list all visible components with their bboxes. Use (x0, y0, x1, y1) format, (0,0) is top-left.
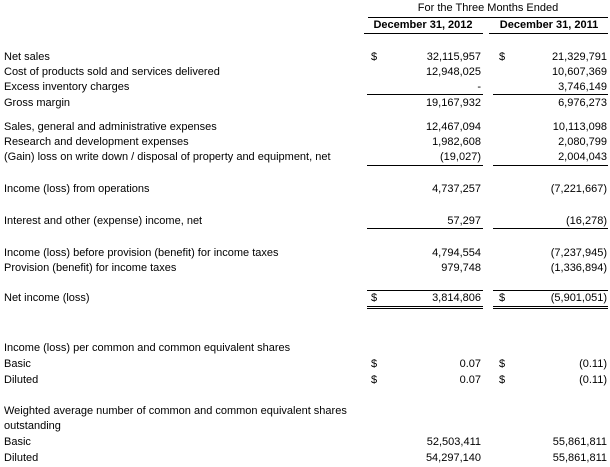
row-label: Excess inventory charges (4, 81, 130, 93)
value-2011: 6,976,273 (558, 97, 607, 109)
value-2012: 32,115,957 (426, 51, 481, 63)
value-2012: 3,814,806 (432, 292, 481, 304)
column-header-2012: December 31, 2012 (373, 19, 473, 31)
rule-gross-margin-2011 (493, 94, 608, 95)
rule-net-income-top-2011 (493, 290, 608, 291)
rule-operations-2012 (367, 165, 483, 166)
rule-net-income-double-b-2012 (367, 308, 483, 309)
value-2011: 21,329,791 (551, 51, 607, 63)
value-2012: (19,027) (440, 151, 481, 163)
column-header-2011: December 31, 2011 (499, 19, 599, 31)
value-2011: (1,336,894) (550, 262, 607, 274)
dollar-sign-2011: $ (499, 292, 506, 304)
row-label: Net income (loss) (4, 292, 90, 304)
column-header-underline-2011 (489, 33, 608, 34)
column-header-underline-2012 (364, 33, 483, 34)
rule-net-income-double-a-2012 (367, 306, 483, 307)
dollar-sign-2012: $ (371, 51, 378, 63)
row-label: Basic (4, 358, 31, 370)
value-2011: (0.11) (579, 358, 607, 370)
row-label: Income (loss) per common and common equivalent shares (4, 342, 291, 354)
period-header: For the Three Months Ended (417, 2, 559, 14)
rule-net-income-double-a-2011 (493, 306, 608, 307)
value-2012: 12,948,025 (425, 66, 481, 78)
row-label: Net sales (4, 51, 50, 63)
row-label: Sales, general and administrative expenses (4, 121, 217, 133)
row-label: Gross margin (4, 97, 71, 109)
value-2012: 52,503,411 (426, 436, 481, 448)
value-2011: 10,113,098 (552, 121, 607, 133)
value-2012: 1,982,608 (432, 136, 481, 148)
rule-net-income-double-b-2011 (493, 308, 608, 309)
value-2011: (7,221,667) (550, 183, 607, 195)
value-2011: 10,607,369 (551, 66, 607, 78)
rule-operations-2011 (493, 165, 608, 166)
dollar-sign-2011: $ (499, 358, 506, 370)
row-label: Diluted (4, 374, 39, 386)
value-2011: (0.11) (579, 374, 607, 386)
value-2012: 0.07 (459, 358, 481, 370)
row-label: Income (loss) before provision (benefit) for income taxes (4, 247, 279, 259)
dollar-sign-2012: $ (371, 374, 378, 386)
row-label: (Gain) loss on write down / disposal of property and equipment, net (4, 151, 331, 163)
row-label: outstanding (4, 420, 61, 432)
value-2011: 2,080,799 (558, 136, 607, 148)
value-2012: - (477, 81, 481, 93)
row-label: Income (loss) from operations (4, 183, 150, 195)
value-2011: 55,861,811 (552, 436, 607, 448)
value-2012: 979,748 (441, 262, 481, 274)
rule-interest-2011 (493, 228, 608, 229)
row-label: Cost of products sold and services delivered (4, 66, 220, 78)
value-2011: 55,861,811 (552, 452, 607, 464)
rule-gross-margin-2012 (367, 94, 483, 95)
value-2011: (7,237,945) (550, 247, 607, 259)
header-divider (368, 17, 608, 18)
rule-interest-2012 (367, 228, 483, 229)
value-2012: 54,297,140 (425, 452, 481, 464)
value-2012: 0.07 (459, 374, 481, 386)
value-2011: (5,901,051) (550, 292, 607, 304)
value-2012: 57,297 (447, 215, 481, 227)
dollar-sign-2012: $ (371, 292, 378, 304)
value-2011: 2,004,043 (558, 151, 607, 163)
value-2012: 19,167,932 (425, 97, 481, 109)
row-label: Diluted (4, 452, 39, 464)
value-2012: 4,794,554 (432, 247, 481, 259)
row-label: Basic (4, 436, 31, 448)
row-label: Weighted average number of common and common equivalent shares (4, 405, 347, 417)
dollar-sign-2011: $ (499, 51, 506, 63)
dollar-sign-2012: $ (371, 358, 378, 370)
row-label: Interest and other (expense) income, net (4, 215, 203, 227)
value-2011: (16,278) (566, 215, 607, 227)
dollar-sign-2011: $ (499, 374, 506, 386)
row-label: Provision (benefit) for income taxes (4, 262, 177, 274)
row-label: Research and development expenses (4, 136, 189, 148)
value-2012: 4,737,257 (432, 183, 481, 195)
value-2011: 3,746,149 (558, 81, 607, 93)
rule-net-income-top-2012 (367, 290, 483, 291)
value-2012: 12,467,094 (425, 121, 481, 133)
